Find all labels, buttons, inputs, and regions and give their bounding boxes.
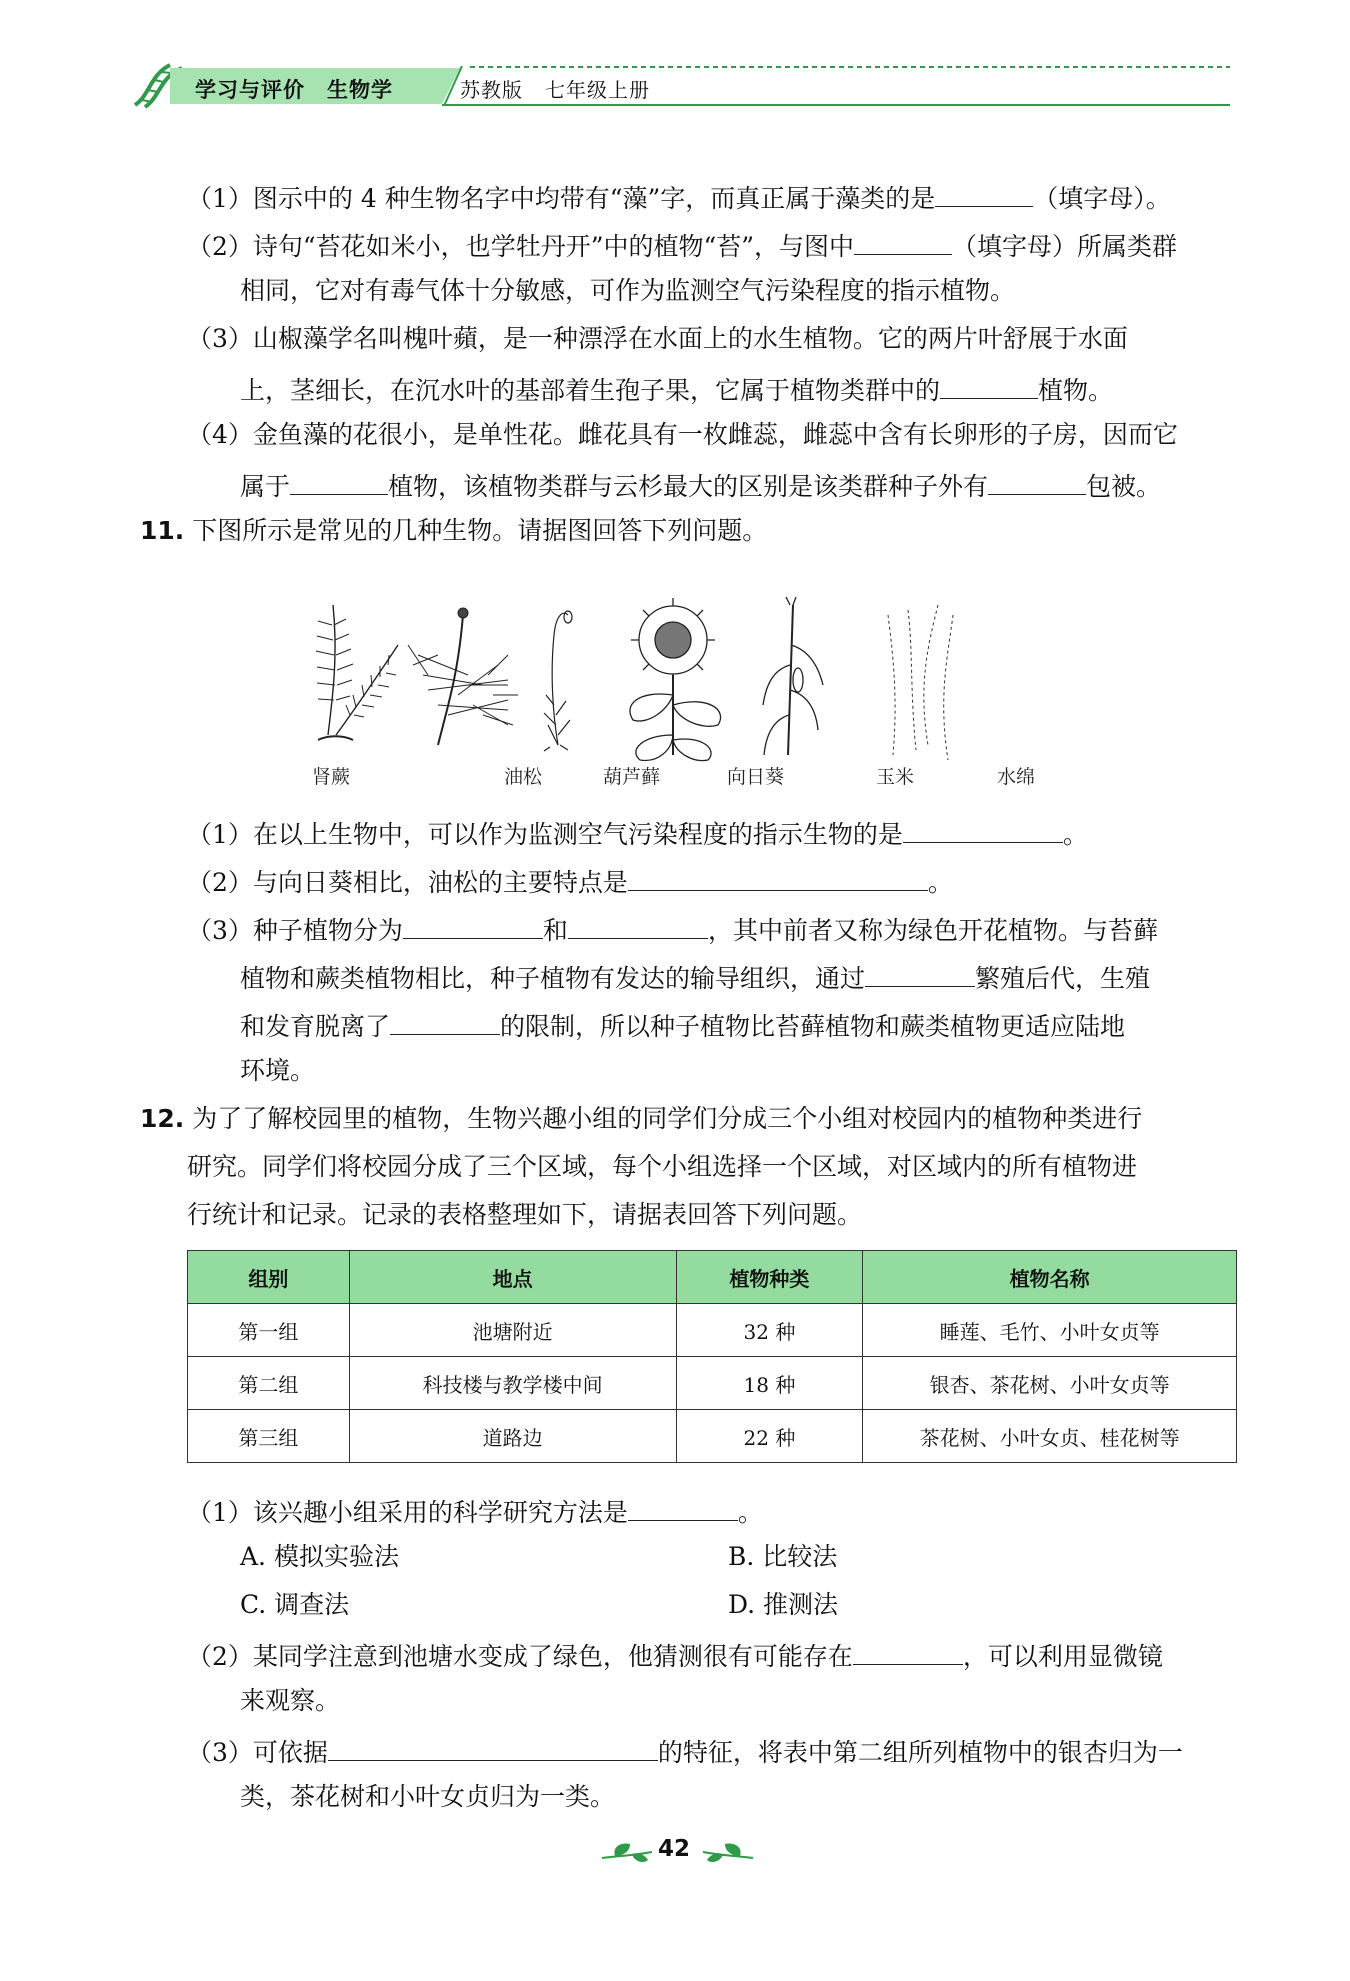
table-cell: 18 种 (676, 1357, 863, 1410)
q11-sub3-cont2: 和发育脱离了 的限制，所以种子植物比苔藓植物和蕨类植物更适应陆地 (240, 1008, 1125, 1042)
page-header (130, 60, 1230, 110)
q10-sub4: （4）金鱼藻的花很小，是单性花。雌花具有一枚雌蕊，雌蕊中含有长卵形的子房，因而它 (187, 420, 1178, 449)
table-header-row (188, 1251, 1237, 1304)
q10-sub3-cont: 上，茎细长，在沉水叶的基部着生孢子果，它属于植物类群中的 植物。 (240, 372, 1113, 406)
answer-blank[interactable] (940, 372, 1038, 399)
q10-sub3: （3）山椒藻学名叫槐叶蘋，是一种漂浮在水面上的水生植物。它的两片叶舒展于水面 (187, 324, 1128, 353)
q12-sub1: （1）该兴趣小组采用的科学研究方法是 。 (187, 1494, 763, 1528)
corn-illustration (763, 597, 823, 755)
q12-stem: 12. 为了了解校园里的植物，生物兴趣小组的同学们分成三个小组对校园内的植物种类进行 (140, 1104, 1143, 1133)
answer-blank[interactable] (290, 468, 388, 495)
q11-sub1: （1）在以上生物中，可以作为监测空气污染程度的指示生物的是 。 (187, 816, 1088, 850)
answer-blank[interactable] (854, 228, 952, 255)
q12-stem-cont2: 行统计和记录。记录的表格整理如下，请据表回答下列问题。 (187, 1200, 863, 1229)
pine-illustration (408, 608, 518, 745)
q12-stem-cont1: 研究。同学们将校园分成了三个区域，每个小组选择一个区域，对区域内的所有植物进 (187, 1152, 1138, 1181)
answer-blank[interactable] (865, 960, 975, 987)
table-cell: 道路边 (349, 1410, 676, 1463)
q11-sub3-cont3: 环境。 (240, 1056, 316, 1085)
caption-fern: 肾蕨 (312, 766, 351, 788)
table-cell: 32 种 (676, 1304, 863, 1357)
caption-moss: 葫芦藓 (603, 766, 661, 788)
leaf-right-icon (700, 1838, 755, 1866)
answer-blank[interactable] (568, 912, 708, 939)
answer-blank[interactable] (328, 1734, 658, 1761)
moss-illustration (544, 611, 572, 751)
table-cell: 银杏、茶花树、小叶女贞等 (863, 1357, 1237, 1410)
leaf-left-icon (600, 1838, 655, 1866)
option-a[interactable]: A. 模拟实验法 (240, 1542, 399, 1571)
q10-sub2: （2）诗句“苔花如米小，也学牡丹开”中的植物“苔”，与图中 （填字母）所属类群 (187, 228, 1177, 262)
answer-blank[interactable] (390, 1008, 500, 1035)
option-d[interactable]: D. 推测法 (728, 1590, 839, 1619)
plant-survey-table (187, 1250, 1237, 1463)
page-footer (0, 1832, 1350, 1872)
table-cell: 第二组 (188, 1357, 350, 1410)
table-header: 植物名称 (863, 1251, 1237, 1304)
table-row (188, 1357, 1237, 1410)
answer-blank[interactable] (628, 1494, 738, 1521)
table-cell: 第三组 (188, 1410, 350, 1463)
fern-illustration (316, 605, 398, 740)
caption-corn: 玉米 (876, 766, 915, 788)
caption-spirogyra: 水绵 (997, 766, 1036, 788)
book-title: 学习与评价 生物学 (195, 78, 393, 102)
option-b[interactable]: B. 比较法 (728, 1542, 838, 1571)
spirogyra-illustration (888, 605, 953, 760)
table-header: 地点 (349, 1251, 676, 1304)
organisms-figure (288, 595, 1098, 795)
q11-sub3-cont1: 植物和蕨类植物相比，种子植物有发达的输导组织，通过 繁殖后代，生殖 (240, 960, 1150, 994)
q11-sub2: （2）与向日葵相比，油松的主要特点是 。 (187, 864, 953, 898)
table-row (188, 1304, 1237, 1357)
answer-blank[interactable] (903, 816, 1063, 843)
q12-sub2: （2）某同学注意到池塘水变成了绿色，他猜测很有可能存在 ，可以利用显微镜 (187, 1638, 1163, 1672)
answer-blank[interactable] (935, 180, 1033, 207)
q10-sub1: （1）图示中的 4 种生物名字中均带有“藻”字，而真正属于藻类的是 （填字母）。 (187, 180, 1171, 214)
sunflower-illustration (630, 598, 721, 761)
q12-sub3-cont: 类，茶花树和小叶女贞归为一类。 (240, 1782, 616, 1811)
page-number: 42 (658, 1836, 691, 1862)
answer-blank[interactable] (403, 912, 543, 939)
table-header: 植物种类 (676, 1251, 863, 1304)
q12-sub3: （3）可依据 的特征，将表中第二组所列植物中的银杏归为一 (187, 1734, 1183, 1768)
table-cell: 科技楼与教学楼中间 (349, 1357, 676, 1410)
answer-blank[interactable] (628, 864, 928, 891)
table-cell: 睡莲、毛竹、小叶女贞等 (863, 1304, 1237, 1357)
q11-stem: 11. 下图所示是常见的几种生物。请据图回答下列问题。 (140, 516, 768, 545)
caption-sunflower: 向日葵 (727, 766, 785, 788)
option-c[interactable]: C. 调查法 (240, 1590, 350, 1619)
q12-sub2-cont: 来观察。 (240, 1686, 341, 1715)
answer-blank[interactable] (853, 1638, 963, 1665)
caption-pine: 油松 (504, 766, 543, 788)
q10-sub4-cont: 属于 植物，该植物类群与云杉最大的区别是该类群种子外有 包被。 (240, 468, 1161, 502)
table-cell: 22 种 (676, 1410, 863, 1463)
table-cell: 茶花树、小叶女贞、桂花树等 (863, 1410, 1237, 1463)
q11-sub3: （3）种子植物分为 和 ，其中前者又称为绿色开花植物。与苔藓 (187, 912, 1158, 946)
table-cell: 第一组 (188, 1304, 350, 1357)
table-row (188, 1410, 1237, 1463)
q10-sub2-cont: 相同，它对有毒气体十分敏感，可作为监测空气污染程度的指示植物。 (240, 276, 1016, 305)
answer-blank[interactable] (988, 468, 1086, 495)
book-edition: 苏教版 七年级上册 (460, 78, 650, 102)
table-cell: 池塘附近 (349, 1304, 676, 1357)
table-header: 组别 (188, 1251, 350, 1304)
